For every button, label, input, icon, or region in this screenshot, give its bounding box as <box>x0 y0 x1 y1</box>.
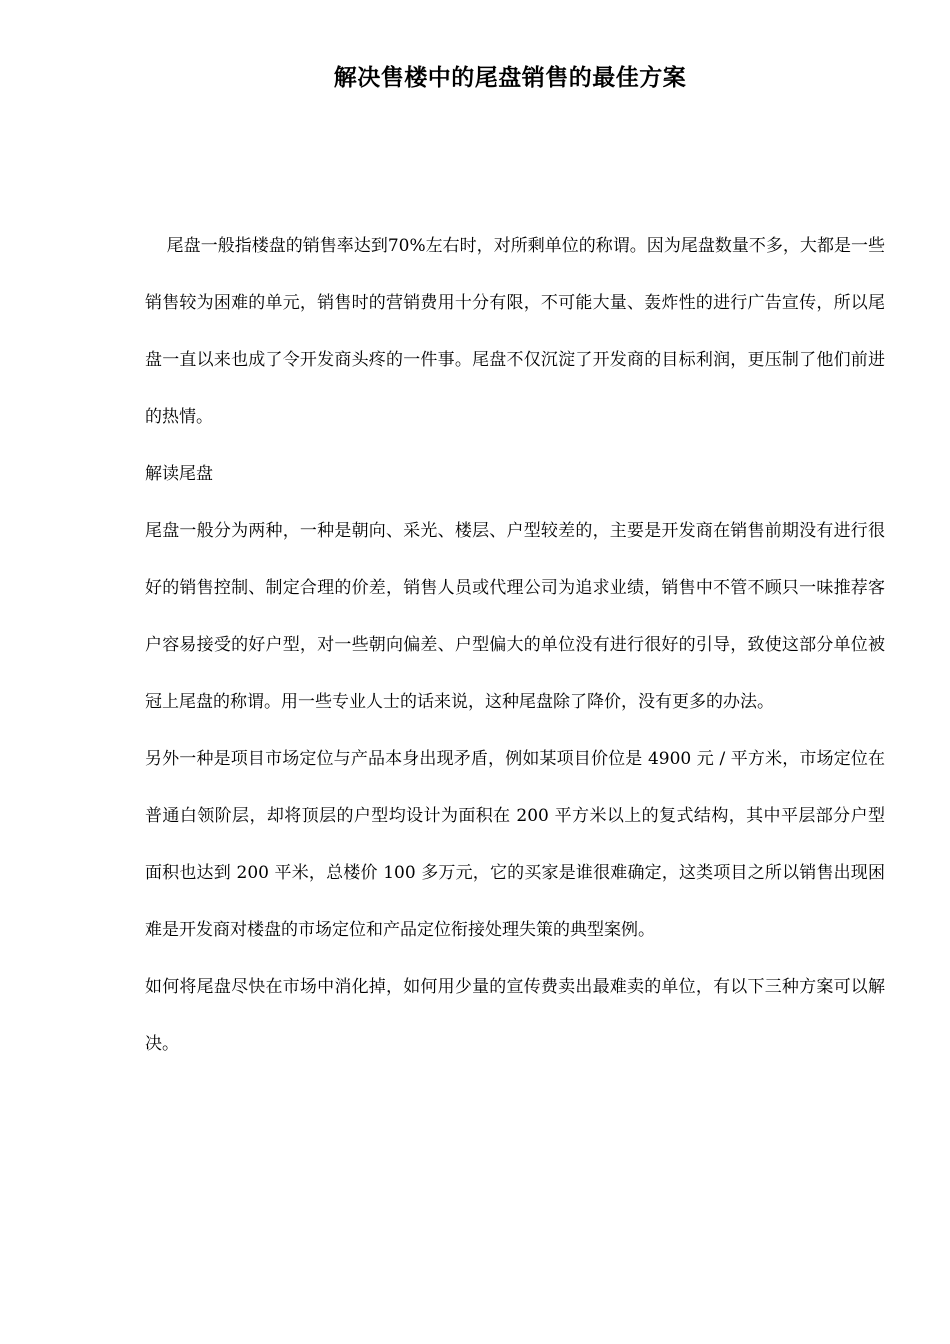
section-heading-interpret: 解读尾盘 <box>145 464 213 484</box>
paragraph-solutions: 如何将尾盘尽快在市场中消化掉，如何用少量的宣传费卖出最难卖的单位，有以下三种方案可以解决。 <box>145 977 885 1054</box>
document-body <box>145 218 885 1073</box>
paragraph-type-one: 尾盘一般分为两种，一种是朝向、采光、楼层、户型较差的，主要是开发商在销售前期没有进行很好的销售控制、制定合理的价差，销售人员或代理公司为追求业绩，销售中不管不顾只一味推荐客户容易接受的好户型，对一些朝向偏差、户型偏大的单位没有进行很好的引导，致使这部分单位被冠上尾盘的称谓。用一些专业人士的话来说，这种尾盘除了降价，没有更多的办法。 <box>145 521 885 712</box>
paragraph-intro: 尾盘一般指楼盘的销售率达到70%左右时，对所剩单位的称谓。因为尾盘数量不多，大都是一些销售较为困难的单元，销售时的营销费用十分有限，不可能大量、轰炸性的进行广告宣传，所以尾盘一直以来也成了令开发商头疼的一件事。尾盘不仅沉淀了开发商的目标利润，更压制了他们前进的热情。 <box>145 236 885 427</box>
document-title: 解决售楼中的尾盘销售的最佳方案 <box>333 64 687 91</box>
paragraph-type-two: 另外一种是项目市场定位与产品本身出现矛盾，例如某项目价位是 4900 元 / 平方米，市场定位在普通白领阶层，却将顶层的户型均设计为面积在 200 平方米以上的复式结构，其中平层部分户型面积也达到 200 平米，总楼价 100 多万元，它的买家是谁很难确定，这类项目之所以销售出现困难是开发商对楼盘的市场定位和产品定位衔接处理失策的典型案例。 <box>145 749 885 940</box>
